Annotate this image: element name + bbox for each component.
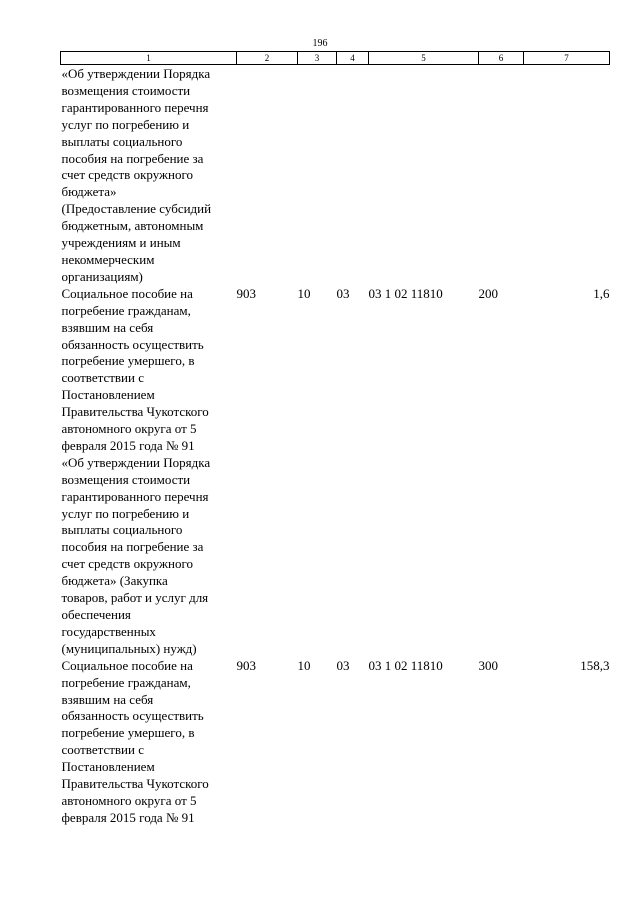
cell-section: 10 [297, 285, 311, 301]
description-line: бюджетным, автономным [61, 218, 204, 234]
row-description [61, 658, 237, 827]
budget-table [60, 51, 610, 827]
column-header-6: 6 [479, 52, 524, 65]
description-line: Постановлением [61, 387, 155, 403]
description-line: организациям) [61, 268, 143, 284]
row-description [61, 286, 237, 658]
cell-ministry-code: 903 [236, 285, 256, 301]
description-line: Постановлением [61, 759, 155, 775]
description-line: Правительства Чукотского [61, 776, 209, 792]
description-line: государственных [61, 623, 156, 639]
table-body [61, 65, 610, 827]
description-line: обязанность осуществить [61, 336, 204, 352]
cell-ministry-code: 903 [236, 657, 256, 673]
description-line: Социальное пособие на [61, 285, 193, 301]
description-line: автономного округа от 5 [61, 421, 197, 437]
cell-section: 10 [297, 657, 311, 673]
description-line: бюджета» [61, 184, 117, 200]
column-header-5: 5 [369, 52, 479, 65]
cell-ministry-code [237, 65, 298, 286]
description-line: учреждениям и иным [61, 235, 181, 251]
description-line: счет средств окружного [61, 167, 193, 183]
description-line: пособия на погребение за [61, 539, 204, 555]
description-line: погребение гражданам, [61, 302, 191, 318]
description-line: соответствии с [61, 742, 144, 758]
table-row [61, 65, 610, 286]
table-row [61, 658, 610, 827]
cell-section [298, 65, 337, 286]
cell-amount: 158,3 [580, 657, 610, 673]
description-line: автономного округа от 5 [61, 792, 197, 808]
description-line: (Предоставление субсидий [61, 201, 212, 217]
description-line: обеспечения [61, 607, 131, 622]
description-line: обязанность осуществить [61, 708, 204, 724]
description-line: счет средств окружного [61, 556, 193, 572]
page-number: 196 [312, 38, 328, 49]
description-line: выплаты социального [61, 522, 183, 538]
cell-amount: 1,6 [593, 285, 610, 301]
description-line: взявшим на себя [61, 319, 154, 335]
description-line: услуг по погребению и [61, 505, 190, 521]
description-line: возмещения стоимости [61, 82, 191, 98]
description-line: погребение умершего, в [61, 725, 195, 741]
column-header-2: 2 [237, 52, 298, 65]
cell-target-article: 03 1 02 11810 [368, 285, 443, 301]
cell-subsection: 03 [336, 657, 350, 673]
description-line: товаров, работ и услуг для [61, 590, 209, 606]
column-header-4: 4 [337, 52, 369, 65]
cell-target-article [369, 65, 479, 286]
cell-subsection: 03 [336, 285, 350, 301]
description-line: «Об утверждении Порядка [61, 454, 211, 470]
column-header-7: 7 [524, 52, 610, 65]
cell-amount [524, 65, 610, 286]
description-line: выплаты социального [61, 133, 183, 149]
column-number-header [61, 52, 610, 65]
description-line: Правительства Чукотского [61, 404, 209, 420]
description-line: февраля 2015 года № 91 [61, 437, 195, 453]
description-line: пособия на погребение за [61, 150, 204, 166]
column-header-3: 3 [298, 52, 337, 65]
description-line: «Об утверждении Порядка [61, 66, 211, 81]
description-line: (муниципальных) нужд) [61, 640, 197, 656]
description-line: некоммерческим [61, 251, 155, 267]
cell-expense-type [479, 65, 524, 286]
cell-expense-type: 200 [478, 285, 498, 301]
column-header-1: 1 [61, 52, 237, 65]
row-description [61, 65, 237, 286]
description-line: февраля 2015 года № 91 [61, 809, 195, 825]
description-line: взявшим на себя [61, 691, 154, 707]
description-line: Социальное пособие на [61, 657, 193, 673]
description-line: бюджета» (Закупка [61, 573, 168, 589]
description-line: возмещения стоимости [61, 471, 191, 487]
description-line: гарантированного перечня [61, 99, 209, 115]
cell-target-article: 03 1 02 11810 [368, 657, 443, 673]
description-line: услуг по погребению и [61, 116, 190, 132]
cell-expense-type: 300 [478, 657, 498, 673]
cell-subsection [337, 65, 369, 286]
description-line: гарантированного перечня [61, 488, 209, 504]
description-line: погребение умершего, в [61, 353, 195, 369]
description-line: погребение гражданам, [61, 674, 191, 690]
description-line: соответствии с [61, 370, 144, 386]
table-row [61, 286, 610, 658]
